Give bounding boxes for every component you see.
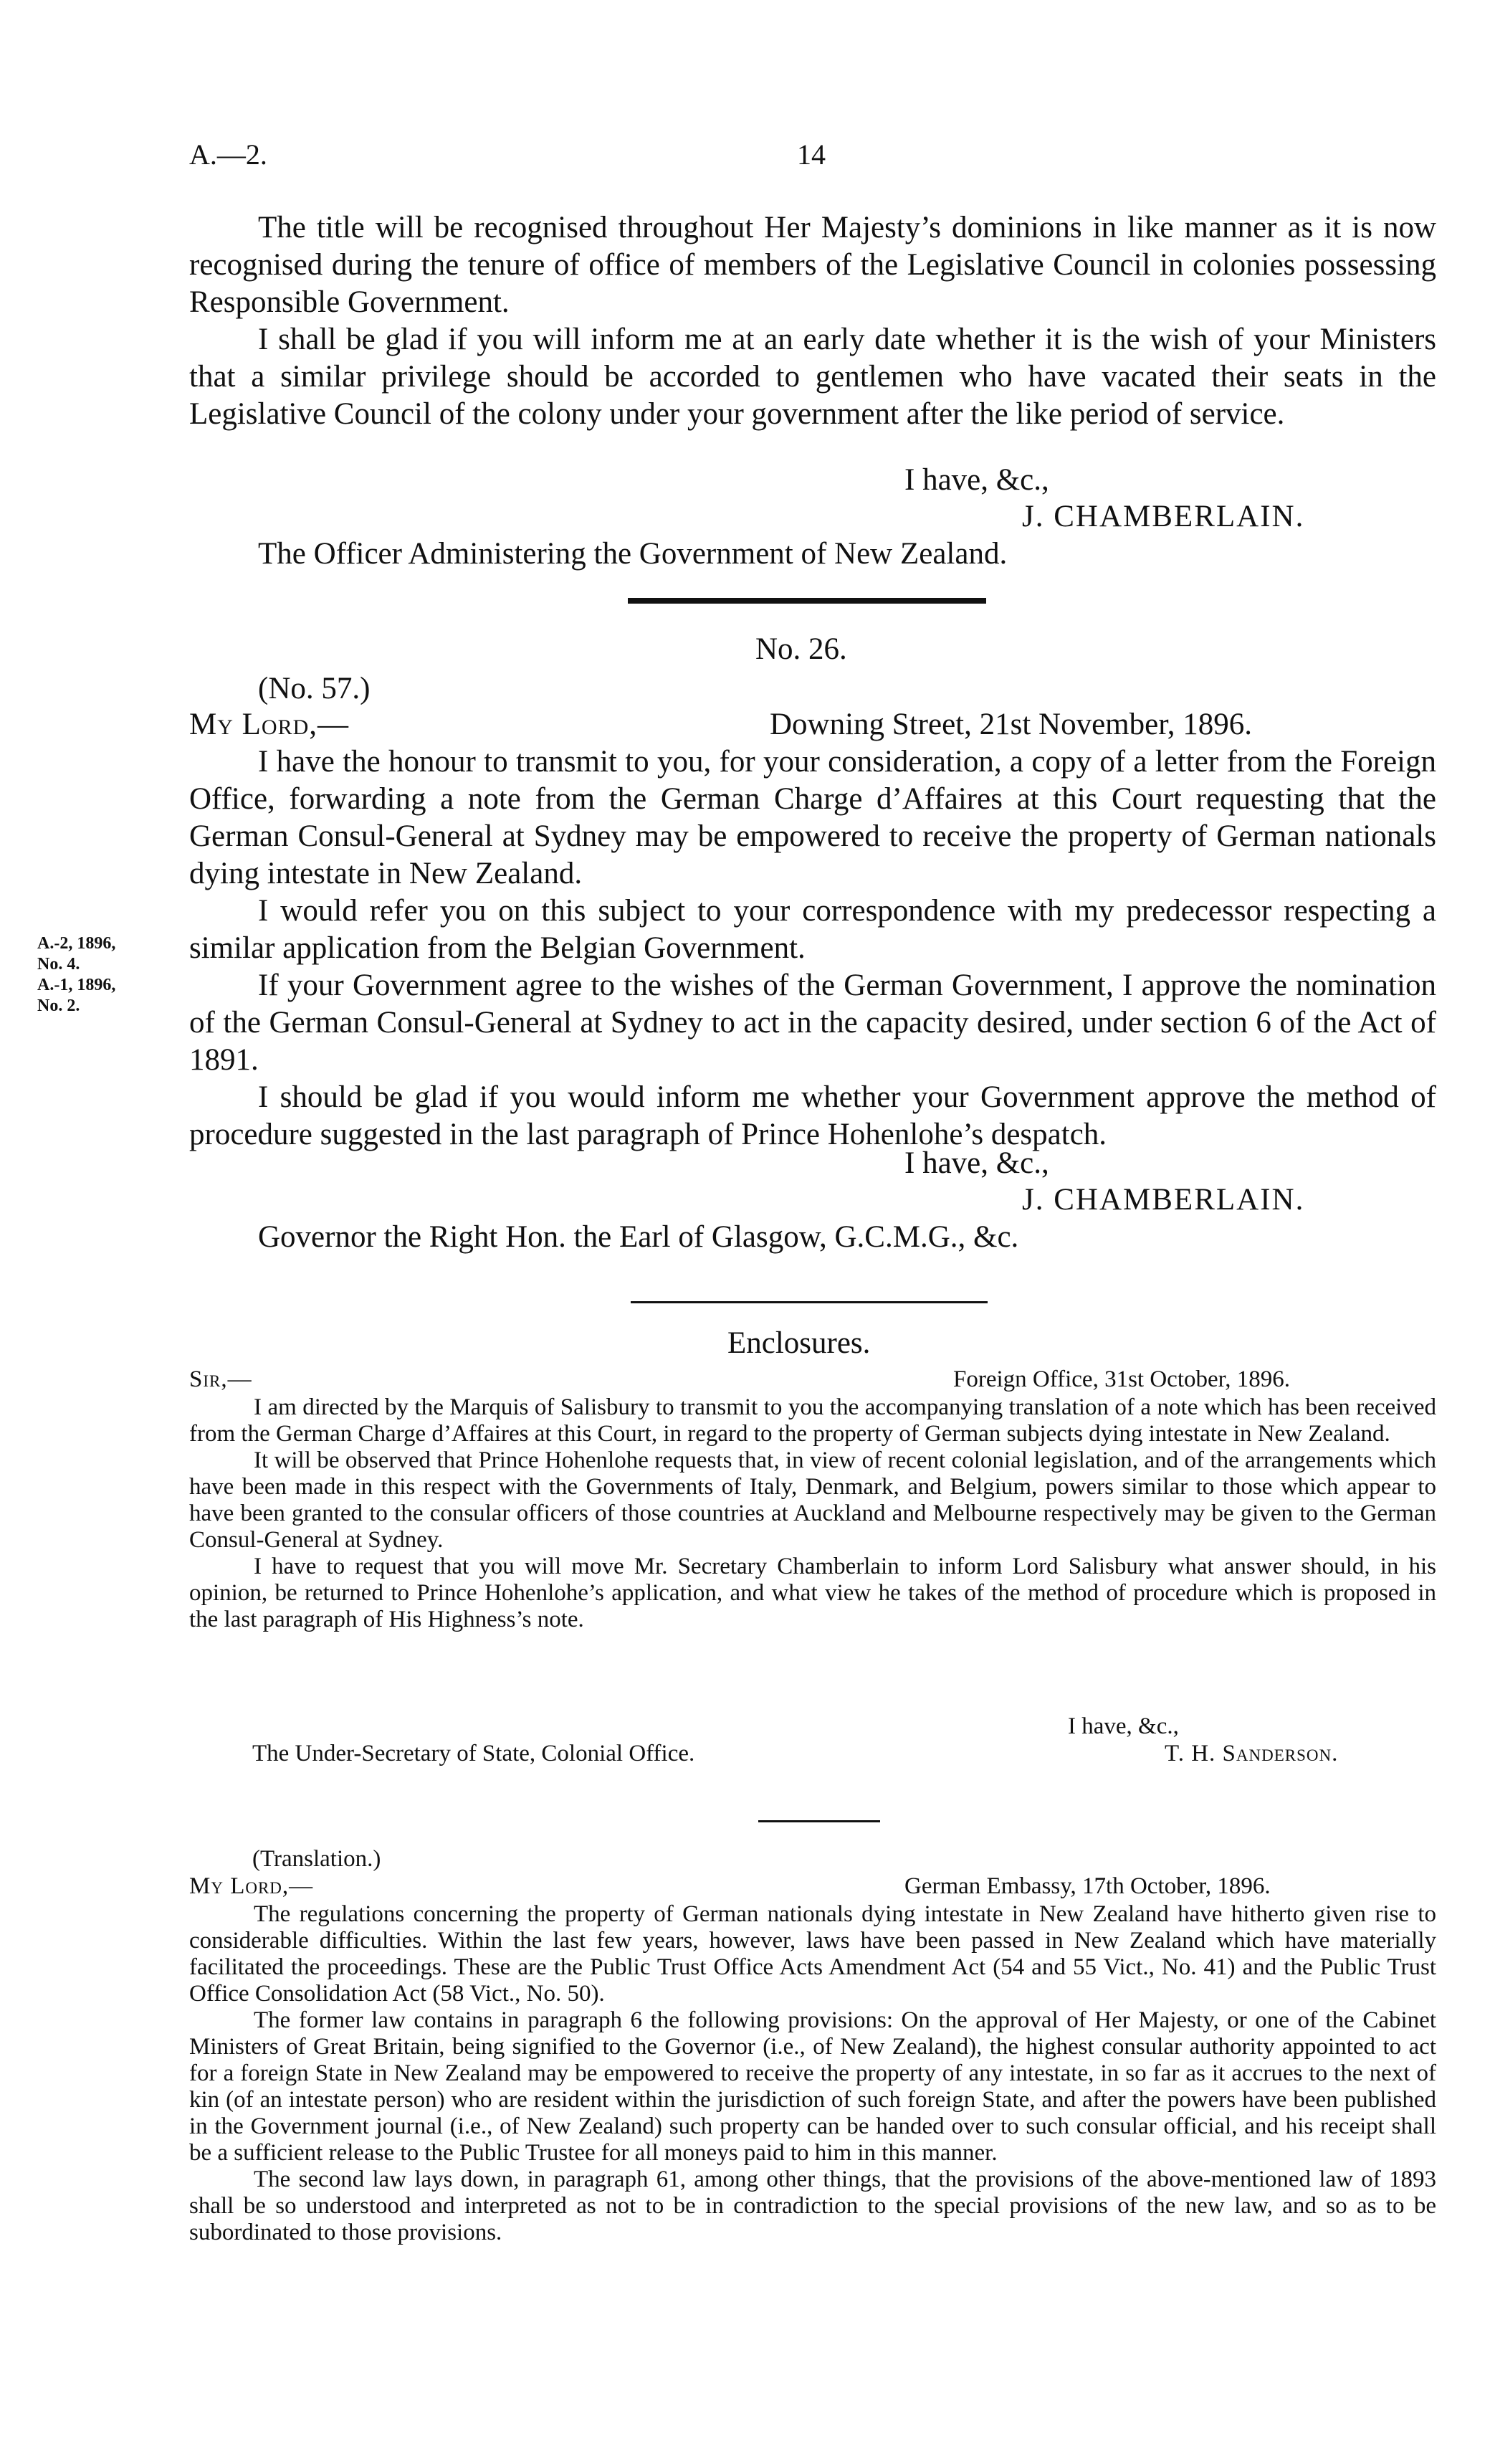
translation-paragraph: The regulations concerning the property of German nationals dying intestate in New Zealand have hitherto given rise to considerable difficulties. Within the last few years, however, laws have been passed in New Zealand which have materially facilitated the proceedings. These are the Public Trust Office Acts Amendment Act (54 and 55 Vict., No. 41) and the Public Trust Office Consolidation Act (58 Vict., No. 50). [189, 1901, 1436, 2007]
translation-place-date: German Embassy, 17th October, 1896. [904, 1873, 1271, 1899]
letter1-closing: I have, &c., [904, 463, 1049, 497]
letter2-paragraph: I have the honour to transmit to you, for your consideration, a copy of a letter from the Foreign Office, forwarding a note from the German Charge d’Affaires at this Court requesting that the German Consul-General at Sydney may be empowered to receive the property of German nationals dying intestate in New Zealand. [189, 745, 1436, 890]
thick-divider [628, 598, 986, 604]
letter2-paragraph: If your Government agree to the wishes of the German Government, I approve the nomination of the German Consul-General at Sydney to act in the capacity desired, under section 6 of the Act of 1891. [189, 969, 1436, 1077]
letter1-body [189, 209, 1436, 433]
letter1-paragraph: I shall be glad if you will inform me at an early date whether it is the wish of your Ministers that a similar privilege should be accorded to gentlemen who have vacated their seats in the Legislative Council of the colony under your government after the like period of service. [189, 323, 1436, 431]
thin-divider [631, 1301, 988, 1303]
enclosure-body [189, 1394, 1436, 1633]
letter1-paragraph: The title will be recognised throughout Her Majesty’s dominions in like manner as it is now recognised during the tenure of office of members of the Legislative Council in colonies possessing Responsible Government. [189, 211, 1436, 319]
enclosure-place-date: Foreign Office, 31st October, 1896. [953, 1366, 1291, 1392]
enclosure-paragraph: It will be observed that Prince Hohenlohe requests that, in view of recent colonial legislation, and of the arrangements which have been made in this respect with the Governments of Italy, Denmark, and Belgium, powers similar to those which appear to have been granted to the consular officers of those countries at Auckland and Melbourne respectively may be given to the German Consul-General at Sydney. [189, 1447, 1436, 1553]
translation-body [189, 1901, 1436, 2246]
enclosure-paragraph: I have to request that you will move Mr. Secretary Chamberlain to inform Lord Salisbury what answer should, in his opinion, be returned to Prince Hohenlohe’s application, and what view he takes of the method of procedure which is proposed in the last paragraph of His Highness’s note. [189, 1554, 1436, 1632]
letter2-ref: (No. 57.) [258, 672, 371, 705]
letter2-paragraph: I should be glad if you would inform me whether your Government approve the method of procedure suggested in the last paragraph of Prince Hohenlohe’s despatch. [189, 1080, 1436, 1151]
translation-paragraph: The second law lays down, in paragraph 61, among other things, that the provisions of the above-mentioned law of 1893 shall be so understood and interpreted as not to be in contradiction to the special provisions of the new law, and so as to be subordinated to those provisions. [189, 2166, 1436, 2245]
letter2-closing: I have, &c., [904, 1146, 1049, 1180]
letter2-heading: No. 26. [755, 632, 847, 666]
enclosure-paragraph: I am directed by the Marquis of Salisbury to transmit to you the accompanying translation of a note which has been received from the German Charge d’Affaires at this Court, in regard to the property of German subjects dying intestate in New Zealand. [189, 1394, 1436, 1447]
letter2-body [189, 743, 1436, 1153]
translation-salutation: My Lord,— [189, 1873, 314, 1899]
letter2-place-date: Downing Street, 21st November, 1896. [770, 708, 1253, 741]
letter2-salutation: My Lord,— [189, 708, 350, 741]
letter2-addressee: Governor the Right Hon. the Earl of Glasgow, G.C.M.G., &c. [258, 1220, 1019, 1254]
margin-reference: A.-2, 1896, No. 4. A.-1, 1896, No. 2. [37, 934, 116, 1015]
enclosure-salutation: Sir,— [189, 1366, 252, 1392]
letter1-addressee: The Officer Administering the Government of New Zealand. [258, 537, 1008, 571]
letter2-paragraph: I would refer you on this subject to your correspondence with my predecessor respecting a similar application from the Belgian Government. [189, 894, 1436, 965]
enclosure-closing: I have, &c., [1068, 1713, 1179, 1739]
translation-paragraph: The former law contains in paragraph 6 the following provisions: On the approval of Her Majesty, or one of the Cabinet Ministers of Great Britain, being signified to the Governor (i.e., of New Zealand), the highest consular authority appointed to act for a foreign State in New Zealand may be empowered to receive the property of any intestate, in so far as it accrues to the next of kin (of an intestate person) who are resident within the jurisdiction of such foreign State, and after the powers have been published in the Government journal (i.e., of New Zealand) such property can be handed over to such consular official, and his receipt shall be a sufficient release to the Public Trustee for all moneys paid to him in this manner. [189, 2007, 1436, 2166]
enclosures-heading: Enclosures. [727, 1326, 871, 1360]
letter1-signature: J. CHAMBERLAIN. [1022, 500, 1305, 533]
document-reference: A.—2. [189, 138, 267, 171]
short-divider [758, 1820, 880, 1822]
translation-label: (Translation.) [252, 1846, 381, 1872]
enclosure-signature: T. H. Sanderson. [1165, 1741, 1339, 1766]
letter2-signature: J. CHAMBERLAIN. [1022, 1183, 1305, 1217]
enclosure-addressee: The Under-Secretary of State, Colonial Office. [252, 1741, 695, 1766]
page-number: 14 [797, 138, 826, 171]
